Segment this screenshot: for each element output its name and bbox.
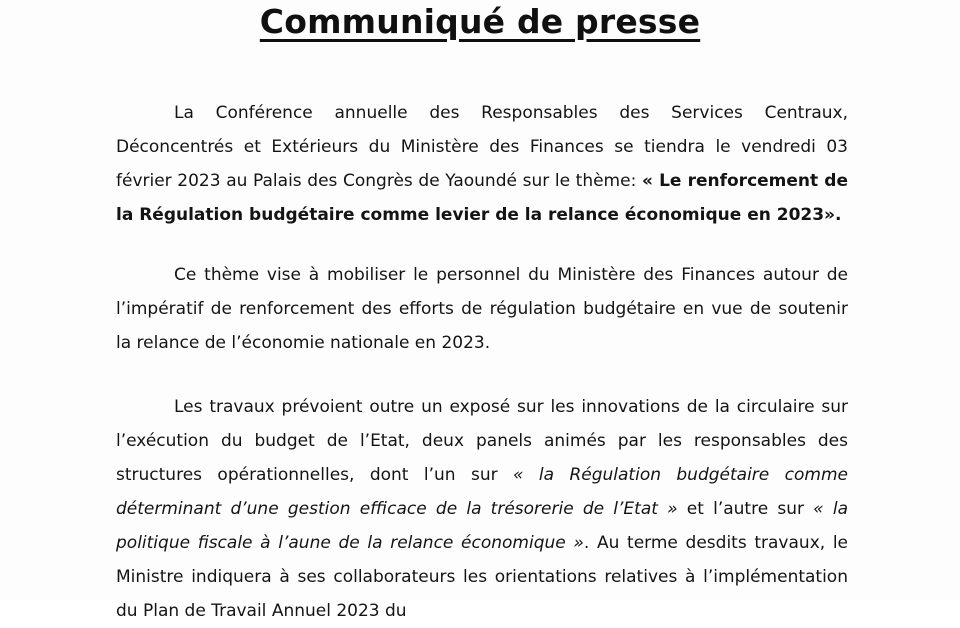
paragraph-3-text-c: . Au terme desdits travaux, le Ministre indiquera à ses collaborateurs les orientations relatives à l’implémentation du Plan de Travail Annuel 2023 du: [116, 533, 849, 621]
paragraph-3: [116, 390, 848, 628]
paragraph-3-panel-2: « la politique fiscale à l’aune de la relance économique »: [116, 499, 848, 553]
paragraph-2: [116, 258, 848, 360]
page-title: [0, 2, 960, 41]
paragraph-2-text: Ce thème vise à mobiliser le personnel du Ministère des Finances autour de l’impératif de renforcement des efforts de régulation budgétaire en vue de soutenir la relance de l’économie nationale en 2023.: [116, 265, 848, 353]
paragraph-3-text-b: et l’autre sur: [677, 499, 814, 519]
paragraph-3-panel-1: « la Régulation budgétaire comme déterminant d’une gestion efficace de la trésorerie de l’Etat »: [116, 465, 848, 519]
paragraph-1: [116, 96, 848, 232]
paragraph-1-theme: « Le renforcement de la Régulation budgétaire comme levier de la relance économique en 2023».: [116, 171, 848, 225]
paragraph-3-text-a: Les travaux prévoient outre un exposé sur les innovations de la circulaire sur l’exécution du budget de l’Etat, deux panels animés par les responsables des structures opérationnelles, dont l’un sur: [116, 397, 848, 485]
paragraph-1-text: La Conférence annuelle des Responsables des Services Centraux, Déconcentrés et Extérieurs du Ministère des Finances se tiendra le vendredi 03 février 2023 au Palais des Congrès de Yaoundé sur le thème:: [116, 103, 848, 191]
title-text: Communiqué de presse: [259, 2, 701, 41]
